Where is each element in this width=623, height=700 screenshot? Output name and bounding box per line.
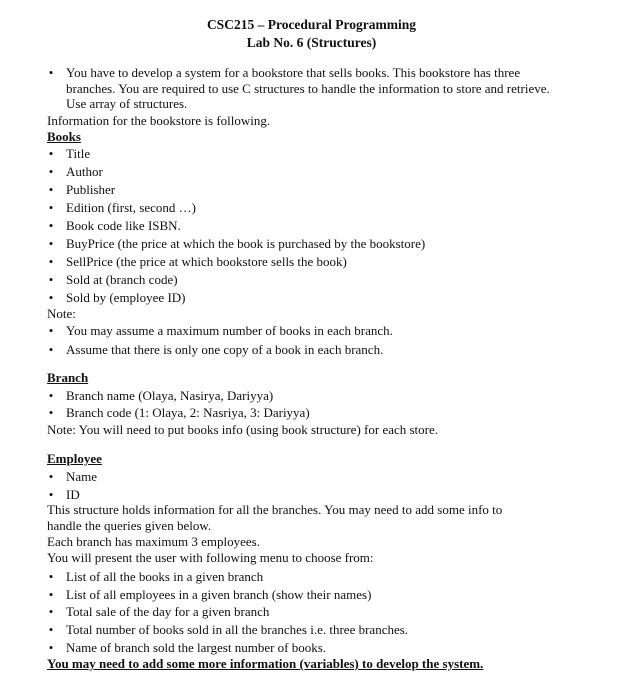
document-subtitle: Lab No. 6 (Structures) <box>246 35 377 50</box>
document-title: CSC215 – Procedural Programming <box>206 17 417 32</box>
bullet-icon: • <box>48 569 54 584</box>
bullet-icon: • <box>48 200 54 215</box>
employee-text-line: handle the queries given below. <box>47 518 212 533</box>
bullet-icon: • <box>48 640 54 655</box>
books-heading: Books <box>47 129 81 144</box>
bullet-icon: • <box>48 272 54 287</box>
bullet-icon: • <box>48 487 54 502</box>
bullet-icon: • <box>48 146 54 161</box>
bullet-icon: • <box>48 290 54 305</box>
bullet-icon: • <box>48 622 54 637</box>
bullet-icon: • <box>48 469 54 484</box>
bullet-icon: • <box>48 587 54 602</box>
final-instruction: You may need to add some more information (variables) to develop the system. <box>47 656 484 671</box>
bullet-icon: • <box>48 218 54 233</box>
employee-heading: Employee <box>47 451 102 466</box>
employee-text-line: Each branch has maximum 3 employees. <box>47 534 260 549</box>
bullet-icon: • <box>48 164 54 179</box>
branch-note: Note: You will need to put books info (using book structure) for each store. <box>47 422 439 437</box>
document-page: CSC215 – Procedural Programming Lab No. 6 (Structures) • You have to develop a system for a bookstore that sells books. This bookstore has three branches. You are required to use C structures to handle the information to store and retrieve. Use array of structures. Information for the bookstore is following. Books • Title • Author • Publisher • Edition (first, second …) • Book code like ISBN. • BuyPrice (the price at which the book is purchased by the bookstore) • SellPrice (the price at which bookstore sells the book) • Sold at (branch code) • Sold by (employee ID) Note: • You may assume a maximum number of books in each branch. • Assume that there is only one copy of a book in each branch. Branch • Branch name (Olaya, Nasirya, Dariyya) • Branch code (1: Olaya, 2: Nasriya, 3: Dariyya) Note: You will need to put books info (using book structure) for each store. Employee • Name • ID This structure holds information for all the branches. You may need to add some info to handle the queries given below. Each branch has maximum 3 employees. You will present the user with following menu to choose from: • List of all the books in a given branch • List of all employees in a given branch (show their names) • Total sale of the day for a given branch • Total number of books sold in all the branches i.e. three branches. • Name of branch sold the largest number of books. You may need to add some more information (variables) to develop the system. <box>0 0 623 700</box>
intro-text: You have to develop a system for a bookstore that sells books. This bookstore has three branches. You are required to use C structures to handle the information to store and retrieve. Use array of structures. <box>66 65 550 111</box>
bullet-icon: • <box>48 254 54 269</box>
bullet-icon: • <box>48 405 54 420</box>
info-line: Information for the bookstore is following. <box>47 113 271 128</box>
books-note-label: Note: <box>47 306 76 321</box>
employee-text-line: This structure holds information for all the branches. You may need to add some info to <box>47 502 503 517</box>
bullet-icon: • <box>48 236 54 251</box>
bullet-icon: • <box>48 182 54 197</box>
bullet-icon: • <box>48 388 54 403</box>
bullet-icon: • <box>48 65 54 80</box>
employee-text-line: You will present the user with following menu to choose from: <box>47 550 374 565</box>
bullet-icon: • <box>48 604 54 619</box>
branch-heading: Branch <box>47 370 89 385</box>
bullet-icon: • <box>48 342 54 357</box>
bullet-icon: • <box>48 323 54 338</box>
